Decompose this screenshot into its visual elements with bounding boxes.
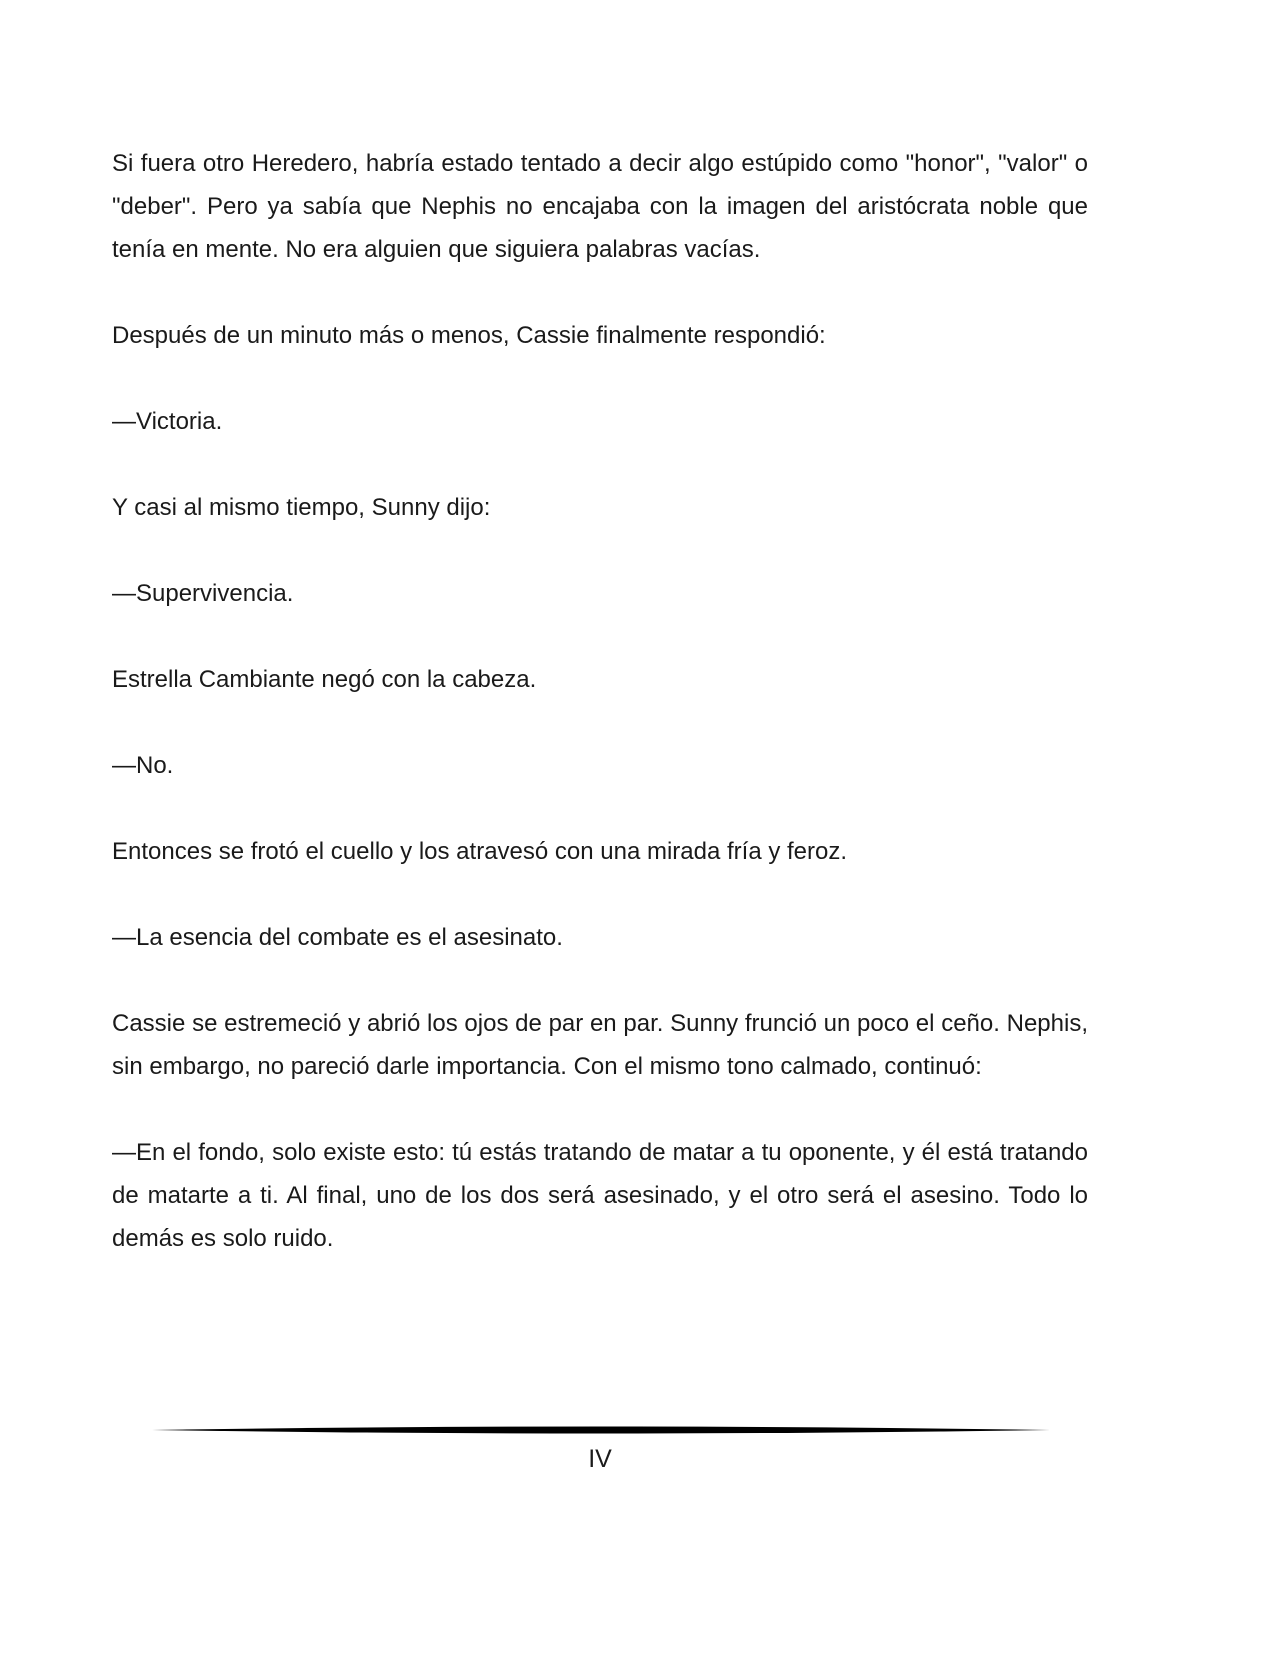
- paragraph-8: Entonces se frotó el cuello y los atravesó con una mirada fría y feroz.: [112, 838, 848, 865]
- paragraph-10: Cassie se estremeció y abrió los ojos de par en par. Sunny frunció un poco el ceño. Nephis, sin embargo, no pareció darle importancia. Con el mismo tono calmado, continuó:: [112, 1010, 1088, 1080]
- paragraph-7: —No.: [112, 752, 174, 779]
- page-number: IV: [588, 1445, 612, 1473]
- paragraph-3: —Victoria.: [112, 408, 223, 435]
- paragraph-9: —La esencia del combate es el asesinato.: [112, 924, 563, 951]
- paragraph-6: Estrella Cambiante negó con la cabeza.: [112, 666, 537, 693]
- paragraph-4: Y casi al mismo tiempo, Sunny dijo:: [112, 494, 491, 521]
- paragraph-1: Si fuera otro Heredero, habría estado tentado a decir algo estúpido como "honor", "valor" o "deber". Pero ya sabía que Nephis no encajaba con la imagen del aristócrata noble que tenía en mente. No era alguien que siguiera palabras vacías.: [112, 150, 1088, 263]
- paragraph-2: Después de un minuto más o menos, Cassie finalmente respondió:: [112, 322, 826, 349]
- paragraph-5: —Supervivencia.: [112, 580, 294, 607]
- footer-divider: [152, 1424, 1050, 1436]
- page-body: [112, 142, 1088, 1303]
- paragraph-11: —En el fondo, solo existe esto: tú estás tratando de matar a tu oponente, y él está tratando de matarte a ti. Al final, uno de los dos será asesinado, y el otro será el asesino. Todo lo demás es solo ruido.: [112, 1139, 1088, 1252]
